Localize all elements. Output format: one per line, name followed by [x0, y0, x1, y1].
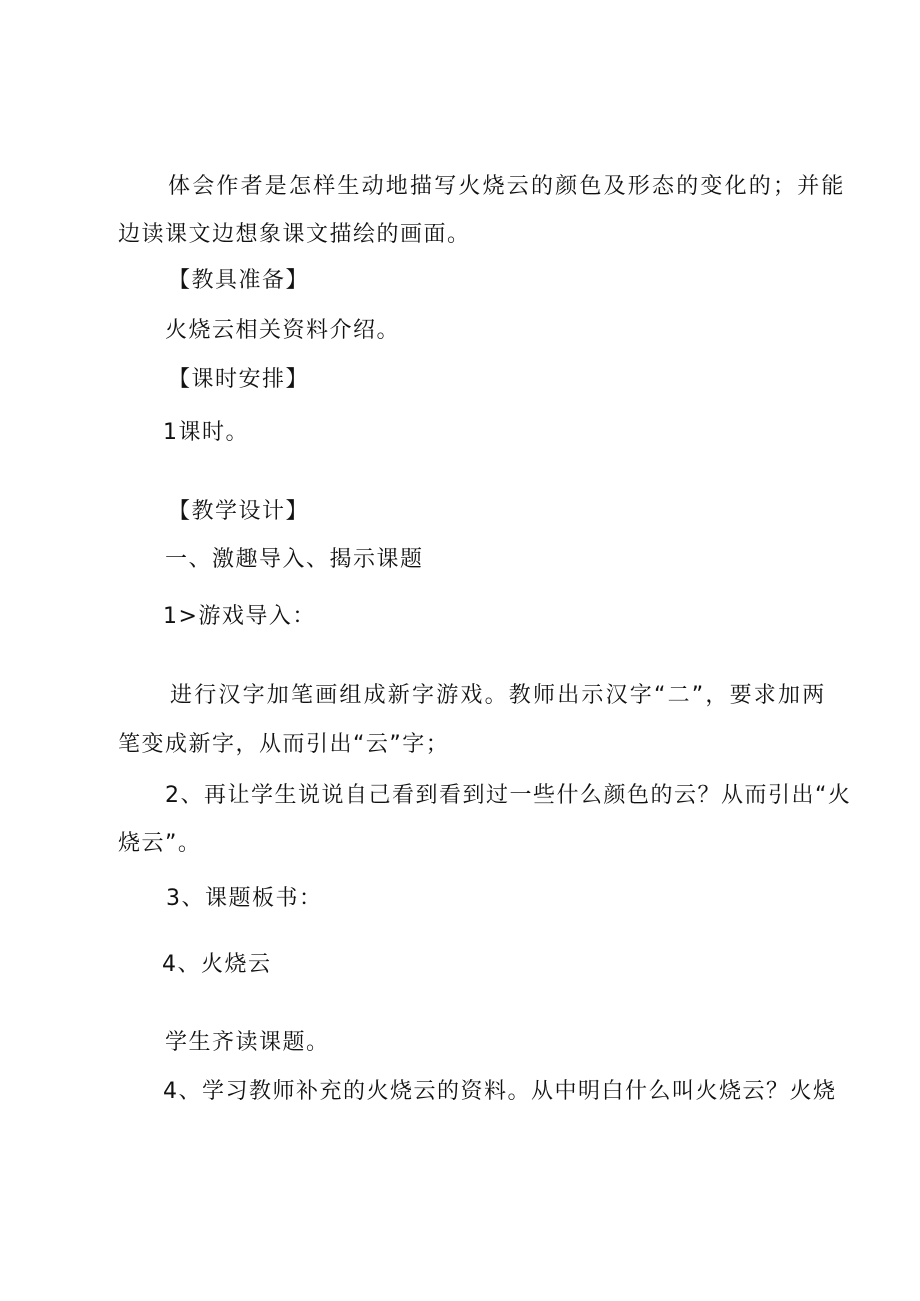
paragraph-line-7: 笔变成新字，从而引出“云”字； — [118, 732, 450, 757]
section-title-1: 一、激趣导入、揭示课题 — [165, 547, 424, 572]
paragraph-line-12: 学生齐读课题。 — [165, 1030, 330, 1055]
heading-teaching-design: 【教学设计】 — [168, 499, 310, 524]
heading-schedule: 【课时安排】 — [168, 367, 310, 392]
paragraph-line-2: 边读课文边想象课文描绘的画面。 — [118, 222, 471, 247]
paragraph-line-10: 3、课题板书： — [166, 886, 323, 911]
paragraph-line-3: 火烧云相关资料介绍。 — [165, 318, 401, 343]
paragraph-line-6: 进行汉字加笔画组成新字游戏。教师出示汉字“二”，要求加两 — [170, 683, 827, 708]
paragraph-line-13: 4、学习教师补充的火烧云的资料。从中明白什么叫火烧云？火烧 — [163, 1079, 837, 1104]
heading-teaching-aids: 【教具准备】 — [168, 268, 310, 293]
paragraph-line-5: 1>游戏导入： — [163, 604, 316, 629]
paragraph-line-4: 1课时。 — [163, 420, 249, 445]
paragraph-line-8: 2、再让学生说说自己看到看到过一些什么颜色的云？从而引出“火 — [165, 783, 852, 808]
paragraph-line-1: 体会作者是怎样生动地描写火烧云的颜色及形态的变化的；并能 — [168, 174, 846, 199]
paragraph-line-9: 烧云”。 — [118, 831, 202, 856]
paragraph-line-11: 4、火烧云 — [162, 952, 272, 977]
